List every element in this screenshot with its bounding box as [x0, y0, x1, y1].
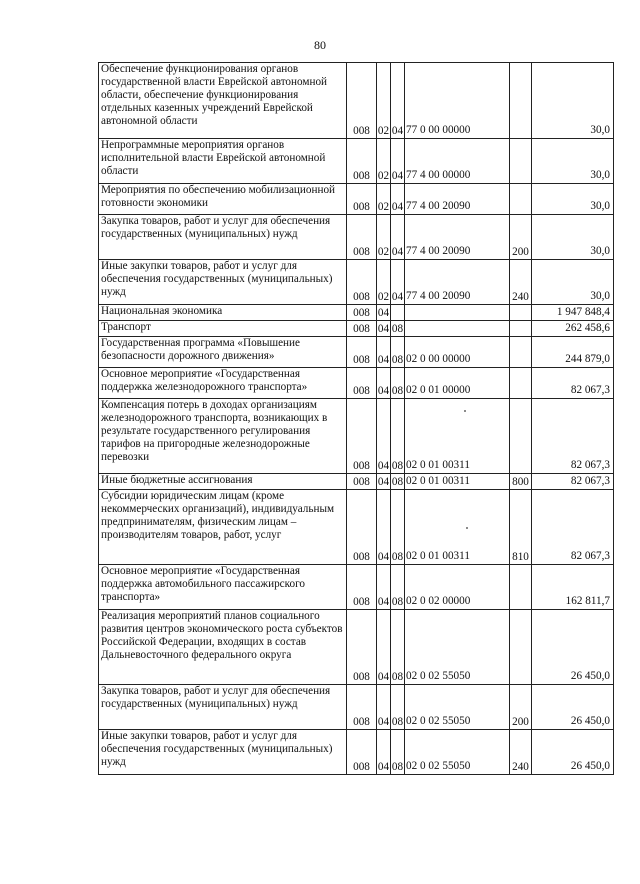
target-article-code: 02 0 02 00000	[405, 565, 510, 610]
expense-type-code: 810	[510, 490, 532, 565]
row-name: Непрограммные мероприятия органов исполнительной власти Еврейской автономной области	[99, 139, 347, 184]
admin-code: 008	[347, 474, 377, 490]
target-article-code	[405, 321, 510, 337]
amount: 82 067,3	[532, 368, 614, 399]
section-code: 02	[377, 63, 391, 139]
subsection-code: 04	[391, 215, 405, 260]
section-code: 02	[377, 139, 391, 184]
admin-code: 008	[347, 610, 377, 685]
expense-type-code: 240	[510, 730, 532, 775]
table-row	[99, 63, 614, 139]
target-article-code: 02 0 01 00000	[405, 368, 510, 399]
expense-type-code	[510, 184, 532, 215]
scan-speck	[466, 527, 468, 529]
row-name: Государственная программа «Повышение безопасности дорожного движения»	[99, 337, 347, 368]
table-row	[99, 610, 614, 685]
table-row	[99, 139, 614, 184]
amount: 82 067,3	[532, 490, 614, 565]
table-row	[99, 337, 614, 368]
expense-type-code	[510, 305, 532, 321]
expense-type-code	[510, 399, 532, 474]
amount: 26 450,0	[532, 730, 614, 775]
section-code: 04	[377, 565, 391, 610]
admin-code: 008	[347, 260, 377, 305]
subsection-code: 08	[391, 610, 405, 685]
section-code: 04	[377, 368, 391, 399]
table-row	[99, 730, 614, 775]
section-code: 04	[377, 685, 391, 730]
amount: 30,0	[532, 215, 614, 260]
expense-type-code	[510, 321, 532, 337]
table-row	[99, 321, 614, 337]
row-name: Иные закупки товаров, работ и услуг для обеспечения государственных (муниципальных) нужд	[99, 730, 347, 775]
table-row	[99, 215, 614, 260]
subsection-code: 04	[391, 260, 405, 305]
subsection-code: 08	[391, 474, 405, 490]
amount: 30,0	[532, 139, 614, 184]
row-name: Субсидии юридическим лицам (кроме некоммерческих организаций), индивидуальным предпринимателям, физическим лицам – производителям товаров, работ, услуг	[99, 490, 347, 565]
target-article-code: 02 0 01 00311	[405, 474, 510, 490]
row-name: Закупка товаров, работ и услуг для обеспечения государственных (муниципальных) нужд	[99, 685, 347, 730]
subsection-code: 08	[391, 337, 405, 368]
expense-type-code	[510, 565, 532, 610]
amount: 82 067,3	[532, 474, 614, 490]
target-article-code: 77 4 00 20090	[405, 215, 510, 260]
subsection-code: 08	[391, 321, 405, 337]
subsection-code	[391, 305, 405, 321]
section-code: 04	[377, 610, 391, 685]
section-code: 04	[377, 730, 391, 775]
amount: 262 458,6	[532, 321, 614, 337]
target-article-code	[405, 305, 510, 321]
row-name: Закупка товаров, работ и услуг для обеспечения государственных (муниципальных) нужд	[99, 215, 347, 260]
row-name: Иные бюджетные ассигнования	[99, 474, 347, 490]
expense-type-code: 200	[510, 215, 532, 260]
row-name: Основное мероприятие «Государственная поддержка автомобильного пассажирского транспорта»	[99, 565, 347, 610]
target-article-code: 02 0 02 55050	[405, 730, 510, 775]
admin-code: 008	[347, 368, 377, 399]
table-row	[99, 368, 614, 399]
expense-type-code	[510, 610, 532, 685]
expense-type-code	[510, 63, 532, 139]
admin-code: 008	[347, 730, 377, 775]
section-code: 02	[377, 260, 391, 305]
expense-type-code: 800	[510, 474, 532, 490]
target-article-code: 77 4 00 00000	[405, 139, 510, 184]
table-row	[99, 685, 614, 730]
row-name: Мероприятия по обеспечению мобилизационной готовности экономики	[99, 184, 347, 215]
target-article-code: 02 0 01 00311	[405, 490, 510, 565]
expense-type-code	[510, 139, 532, 184]
amount: 1 947 848,4	[532, 305, 614, 321]
section-code: 04	[377, 305, 391, 321]
admin-code: 008	[347, 215, 377, 260]
amount: 82 067,3	[532, 399, 614, 474]
subsection-code: 04	[391, 139, 405, 184]
subsection-code: 08	[391, 368, 405, 399]
target-article-code: 02 0 00 00000	[405, 337, 510, 368]
section-code: 04	[377, 490, 391, 565]
admin-code: 008	[347, 337, 377, 368]
page-number: 80	[314, 38, 326, 52]
expense-type-code	[510, 337, 532, 368]
row-name: Реализация мероприятий планов социального развития центров экономического роста субъектов Российской Федерации, входящих в состав Дальневосточного федерального округа	[99, 610, 347, 685]
section-code: 02	[377, 215, 391, 260]
table-row	[99, 305, 614, 321]
row-name: Национальная экономика	[99, 305, 347, 321]
section-code: 04	[377, 399, 391, 474]
admin-code: 008	[347, 63, 377, 139]
target-article-code: 02 0 02 55050	[405, 610, 510, 685]
expense-type-code	[510, 368, 532, 399]
admin-code: 008	[347, 399, 377, 474]
amount: 30,0	[532, 184, 614, 215]
subsection-code: 04	[391, 184, 405, 215]
amount: 162 811,7	[532, 565, 614, 610]
subsection-code: 08	[391, 399, 405, 474]
admin-code: 008	[347, 184, 377, 215]
target-article-code: 77 4 00 20090	[405, 184, 510, 215]
amount: 30,0	[532, 260, 614, 305]
table-row	[99, 490, 614, 565]
admin-code: 008	[347, 139, 377, 184]
expense-type-code: 200	[510, 685, 532, 730]
admin-code: 008	[347, 321, 377, 337]
admin-code: 008	[347, 565, 377, 610]
row-name: Иные закупки товаров, работ и услуг для обеспечения государственных (муниципальных) нужд	[99, 260, 347, 305]
target-article-code: 02 0 01 00311	[405, 399, 510, 474]
subsection-code: 04	[391, 63, 405, 139]
table-row	[99, 565, 614, 610]
subsection-code: 08	[391, 490, 405, 565]
amount: 26 450,0	[532, 685, 614, 730]
subsection-code: 08	[391, 730, 405, 775]
table-body	[99, 63, 614, 775]
admin-code: 008	[347, 490, 377, 565]
section-code: 04	[377, 321, 391, 337]
section-code: 04	[377, 337, 391, 368]
table-row	[99, 399, 614, 474]
row-name: Компенсация потерь в доходах организациям железнодорожного транспорта, возникающих в результате государственного регулирования тарифов на пригородные железнодорожные перевозки	[99, 399, 347, 474]
subsection-code: 08	[391, 565, 405, 610]
section-code: 02	[377, 184, 391, 215]
row-name: Обеспечение функционирования органов государственной власти Еврейской автономной области, обеспечение функционирования отдельных казенных учреждений Еврейской автономной области	[99, 63, 347, 139]
row-name: Основное мероприятие «Государственная поддержка железнодорожного транспорта»	[99, 368, 347, 399]
admin-code: 008	[347, 685, 377, 730]
amount: 30,0	[532, 63, 614, 139]
table-row	[99, 474, 614, 490]
row-name: Транспорт	[99, 321, 347, 337]
section-code: 04	[377, 474, 391, 490]
amount: 26 450,0	[532, 610, 614, 685]
amount: 244 879,0	[532, 337, 614, 368]
target-article-code: 77 4 00 20090	[405, 260, 510, 305]
budget-table	[98, 62, 614, 775]
table-row	[99, 260, 614, 305]
target-article-code: 77 0 00 00000	[405, 63, 510, 139]
admin-code: 008	[347, 305, 377, 321]
target-article-code: 02 0 02 55050	[405, 685, 510, 730]
subsection-code: 08	[391, 685, 405, 730]
table-row	[99, 184, 614, 215]
expense-type-code: 240	[510, 260, 532, 305]
scan-speck	[464, 410, 466, 412]
